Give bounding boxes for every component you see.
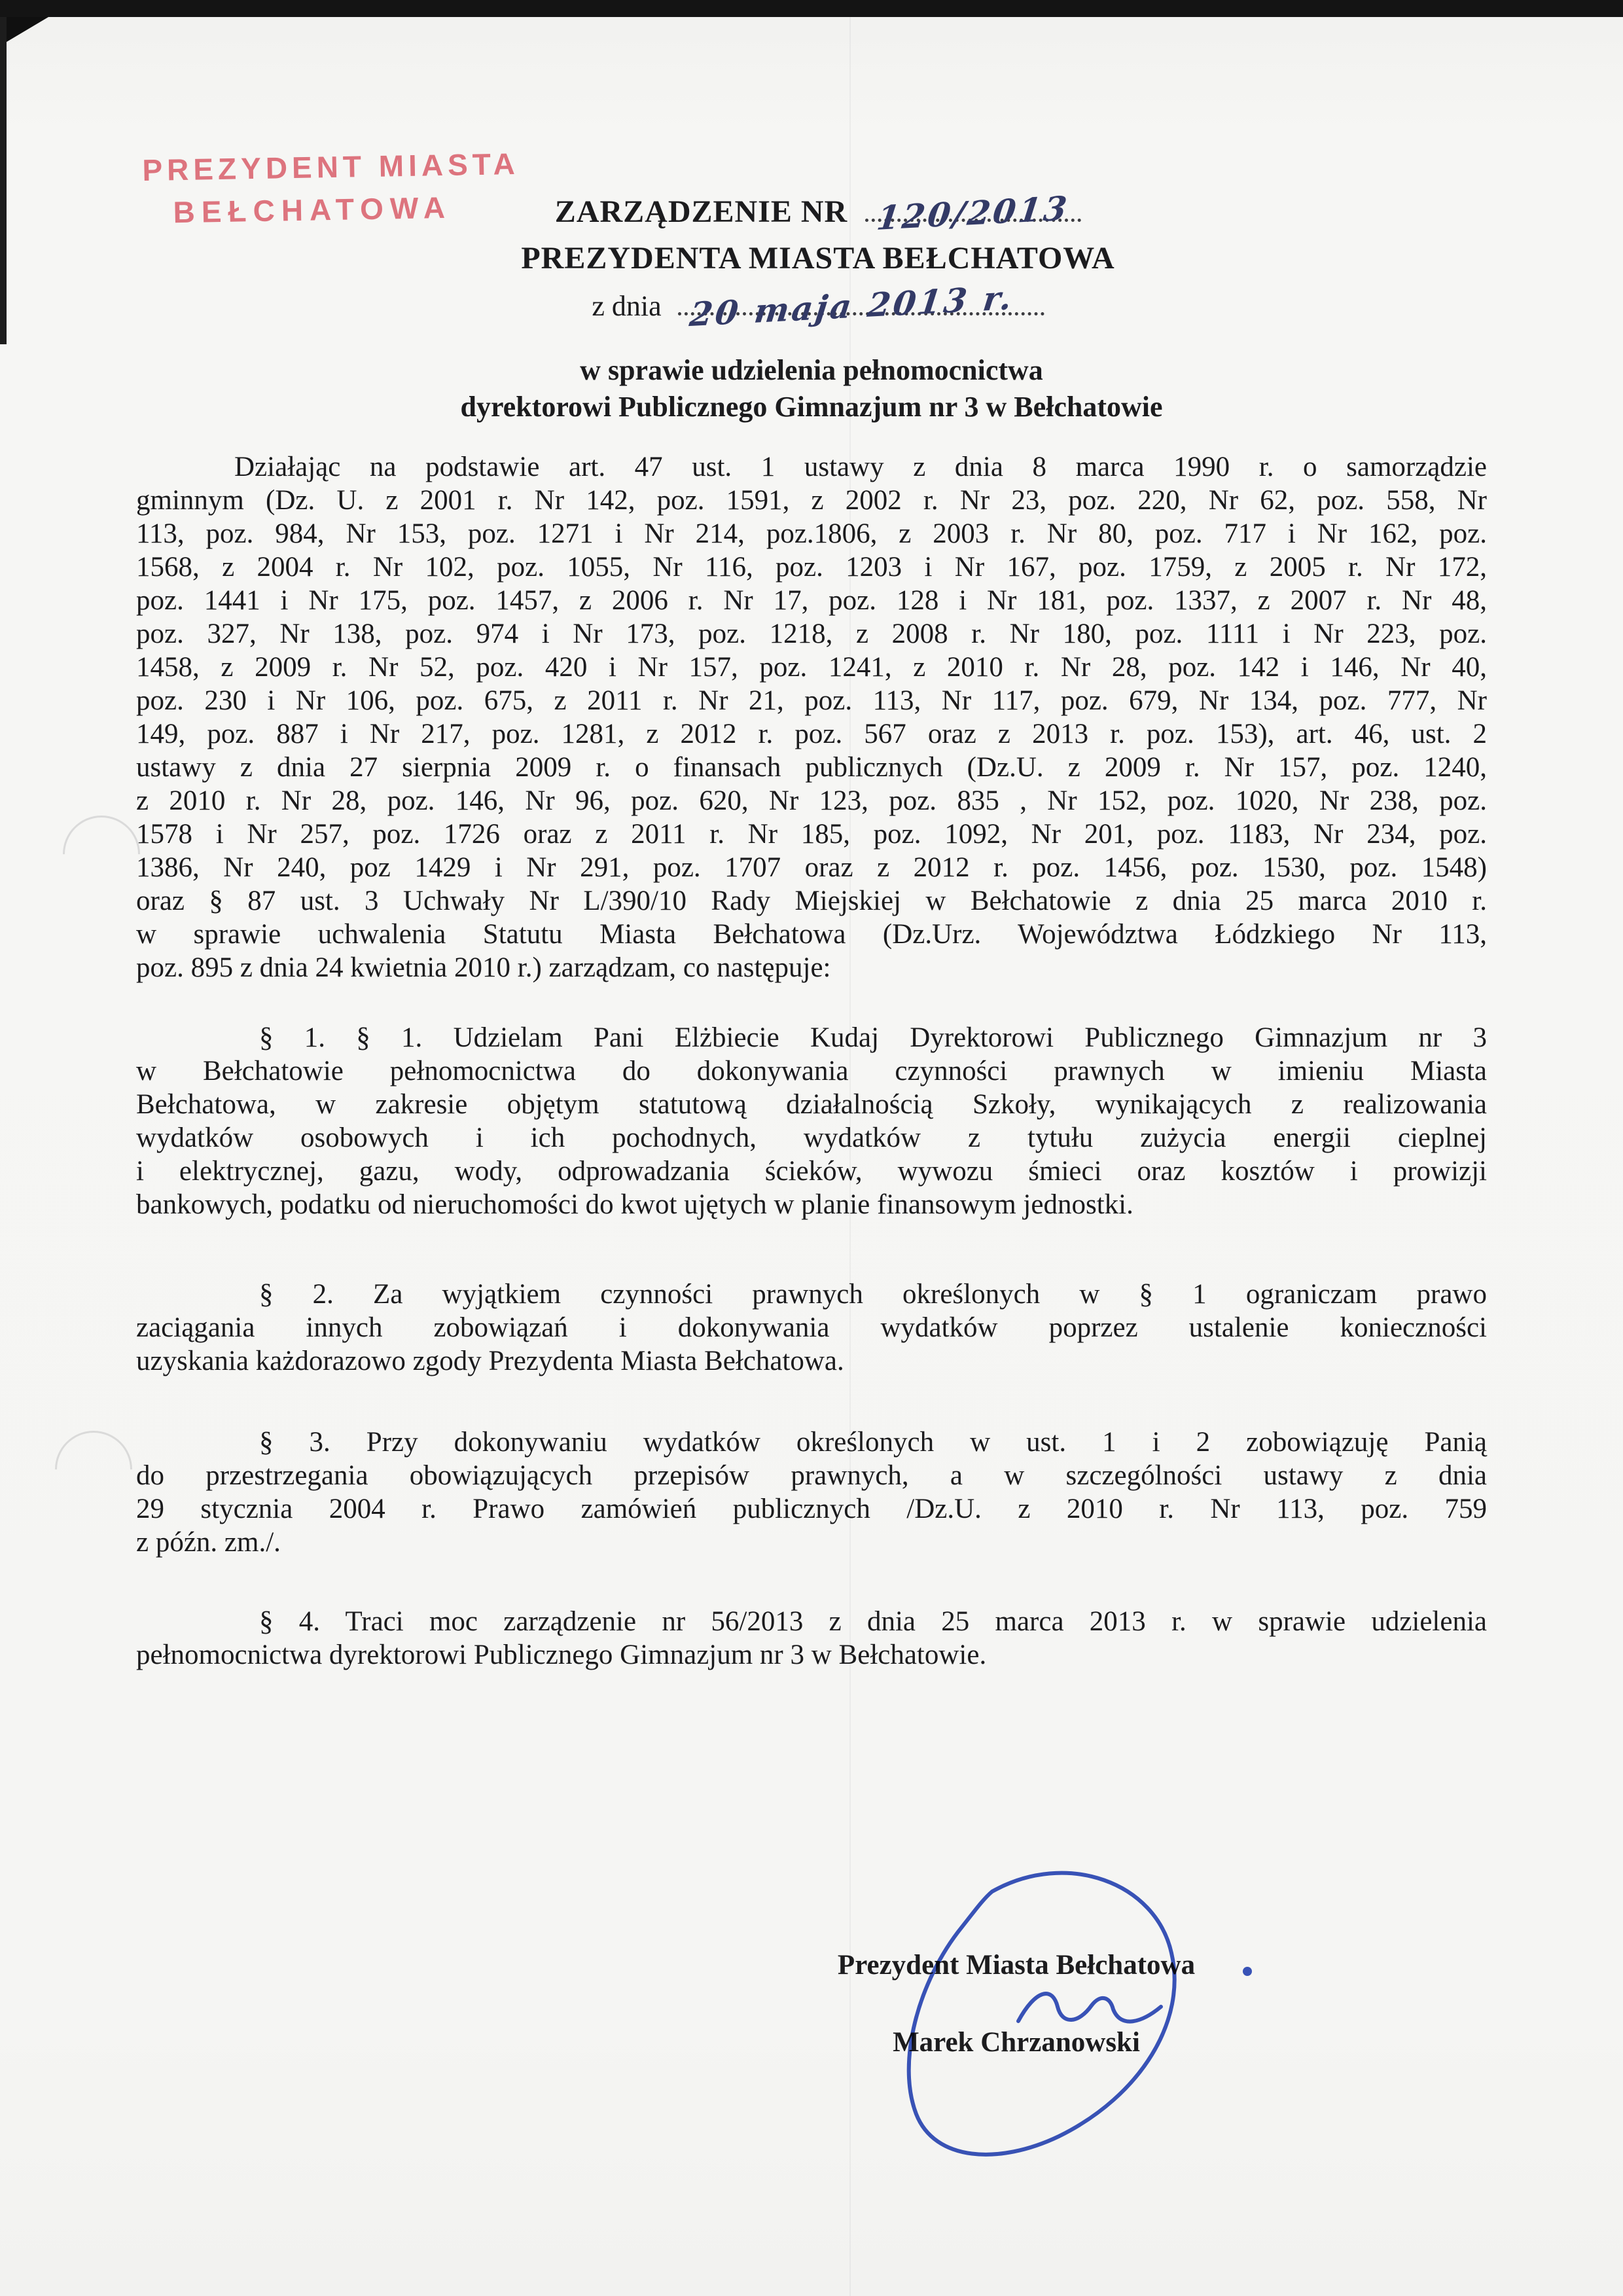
ordinance-number-slot <box>865 188 1081 238</box>
text-line: Bełchatowa, w zakresie objętym statutową działalnością Szkoły, wynikających z realizowania <box>136 1089 1487 1120</box>
text-line: 113, poz. 984, Nr 153, poz. 1271 i Nr 214, poz.1806, z 2003 r. Nr 80, poz. 717 i Nr 162, poz. <box>136 518 1487 549</box>
handwritten-date: 20 maja 2013 r. <box>687 278 1016 334</box>
text-line: i elektrycznej, gazu, wody, odprowadzania ścieków, wywozu śmieci oraz kosztów i prowizji <box>136 1156 1487 1187</box>
stamp-line-1: PREZYDENT MIASTA <box>142 146 520 188</box>
text-line: oraz § 87 ust. 3 Uchwały Nr L/390/10 Rady Miejskiej w Bełchatowie z dnia 25 marca 2010 r. <box>136 886 1487 916</box>
section-4-paragraph <box>136 1605 1487 1672</box>
text-line: gminnym (Dz. U. z 2001 r. Nr 142, poz. 1591, z 2002 r. Nr 23, poz. 220, Nr 62, poz. 558, Nr <box>136 485 1487 516</box>
text-line: 1568, z 2004 r. Nr 102, poz. 1055, Nr 116, poz. 1203 i Nr 167, poz. 1759, z 2005 r. Nr 172, <box>136 552 1487 583</box>
authority-line: PREZYDENTA MIASTA BEŁCHATOWA <box>521 241 1115 276</box>
ordinance-number-line <box>393 188 1243 238</box>
text-line: pełnomocnictwa dyrektorowi Publicznego Gimnazjum nr 3 w Bełchatowie. <box>136 1640 987 1670</box>
text-line: poz. 327, Nr 138, poz. 974 i Nr 173, poz. 1218, z 2008 r. Nr 180, poz. 1111 i Nr 223, poz. <box>136 619 1487 649</box>
date-label: z dnia <box>592 290 662 322</box>
text-line: uzyskania każdorazowo zgody Prezydenta Miasta Bełchatowa. <box>136 1346 844 1376</box>
text-line: ustawy z dnia 27 sierpnia 2009 r. o finansach publicznych (Dz.U. z 2009 r. Nr 157, poz. 1240, <box>136 752 1487 783</box>
text-line: 1578 i Nr 257, poz. 1726 oraz z 2011 r. Nr 185, poz. 1092, Nr 201, poz. 1183, Nr 234, poz. <box>136 819 1487 850</box>
scanner-edge-corner <box>0 17 48 46</box>
subject-line-1: w sprawie udzielenia pełnomocnictwa <box>580 354 1043 386</box>
date-slot <box>678 278 1044 334</box>
punch-hole-mark <box>39 1415 149 1524</box>
legal-basis-paragraph <box>136 450 1487 984</box>
subject-line-2: dyrektorowi Publicznego Gimnazjum nr 3 w Bełchatowie <box>460 391 1163 423</box>
text-line: w Bełchatowie pełnomocnictwa do dokonywania czynności prawnych w imieniu Miasta <box>136 1056 1487 1086</box>
stamp-line-2: BEŁCHATOWA <box>173 190 452 230</box>
signature-title: Prezydent Miasta Bełchatowa <box>837 1950 1196 1981</box>
text-line: z 2010 r. Nr 28, poz. 146, Nr 96, poz. 620, Nr 123, poz. 835 , Nr 152, poz. 1020, Nr 238, poz. <box>136 785 1487 816</box>
text-line: Działając na podstawie art. 47 ust. 1 ustawy z dnia 8 marca 1990 r. o samorządzie <box>234 452 1487 482</box>
handwritten-ordinance-number: 120/2013 <box>874 188 1072 238</box>
text-line: § 3. Przy dokonywaniu wydatków określonych w ust. 1 i 2 zobowiązuję Panią <box>259 1427 1487 1458</box>
document-title-block <box>393 188 1243 334</box>
text-line: § 4. Traci moc zarządzenie nr 56/2013 z dnia 25 marca 2013 r. w sprawie udzielenia <box>259 1606 1487 1637</box>
ordinance-label: ZARZĄDZENIE NR <box>554 194 848 229</box>
date-line <box>393 278 1243 334</box>
section-1-paragraph <box>136 1021 1487 1221</box>
text-line: poz. 1441 i Nr 175, poz. 1457, z 2006 r. Nr 17, poz. 128 i Nr 181, poz. 1337, z 2007 r. Nr 48, <box>136 585 1487 616</box>
text-line: w sprawie uchwalenia Statutu Miasta Bełchatowa (Dz.Urz. Województwa Łódzkiego Nr 113, <box>136 919 1487 950</box>
text-line: 29 stycznia 2004 r. Prawo zamówień publicznych /Dz.U. z 2010 r. Nr 113, poz. 759 <box>136 1494 1487 1524</box>
text-line: § 2. Za wyjątkiem czynności prawnych określonych w § 1 ograniczam prawo <box>259 1279 1487 1310</box>
text-line: bankowych, podatku od nieruchomości do kwot ujętych w planie finansowym jednostki. <box>136 1189 1133 1220</box>
scanner-edge-left <box>0 17 7 344</box>
text-line: poz. 230 i Nr 106, poz. 675, z 2011 r. Nr 21, poz. 113, Nr 117, poz. 679, Nr 134, poz. 777, Nr <box>136 685 1487 716</box>
text-line: 1458, z 2009 r. Nr 52, poz. 420 i Nr 157, poz. 1241, z 2010 r. Nr 28, poz. 142 i 146, Nr 40, <box>136 652 1487 683</box>
text-line: zaciągania innych zobowiązań i dokonywania wydatków poprzez ustalenie konieczności <box>136 1312 1487 1343</box>
subject-block <box>203 352 1420 425</box>
section-2-paragraph <box>136 1278 1487 1378</box>
text-line: 1386, Nr 240, poz 1429 i Nr 291, poz. 1707 oraz z 2012 r. poz. 1456, poz. 1530, poz. 1548) <box>136 852 1487 883</box>
section-3-paragraph <box>136 1426 1487 1559</box>
text-line: z późn. zm./. <box>136 1527 281 1558</box>
text-line: 149, poz. 887 i Nr 217, poz. 1281, z 2012 r. poz. 567 oraz z 2013 r. poz. 153), art. 46, ust. 2 <box>136 719 1487 749</box>
scanner-edge-top <box>0 0 1623 17</box>
text-line: do przestrzegania obowiązujących przepisów prawnych, a w szczególności ustawy z dnia <box>136 1460 1487 1491</box>
text-line: poz. 895 z dnia 24 kwietnia 2010 r.) zarządzam, co następuje: <box>136 952 831 983</box>
text-line: § 1. § 1. Udzielam Pani Elżbiecie Kudaj Dyrektorowi Publicznego Gimnazjum nr 3 <box>259 1022 1487 1053</box>
text-line: wydatków osobowych i ich pochodnych, wydatków z tytułu zużycia energii cieplnej <box>136 1122 1487 1153</box>
signature-name: Marek Chrzanowski <box>893 2027 1140 2058</box>
